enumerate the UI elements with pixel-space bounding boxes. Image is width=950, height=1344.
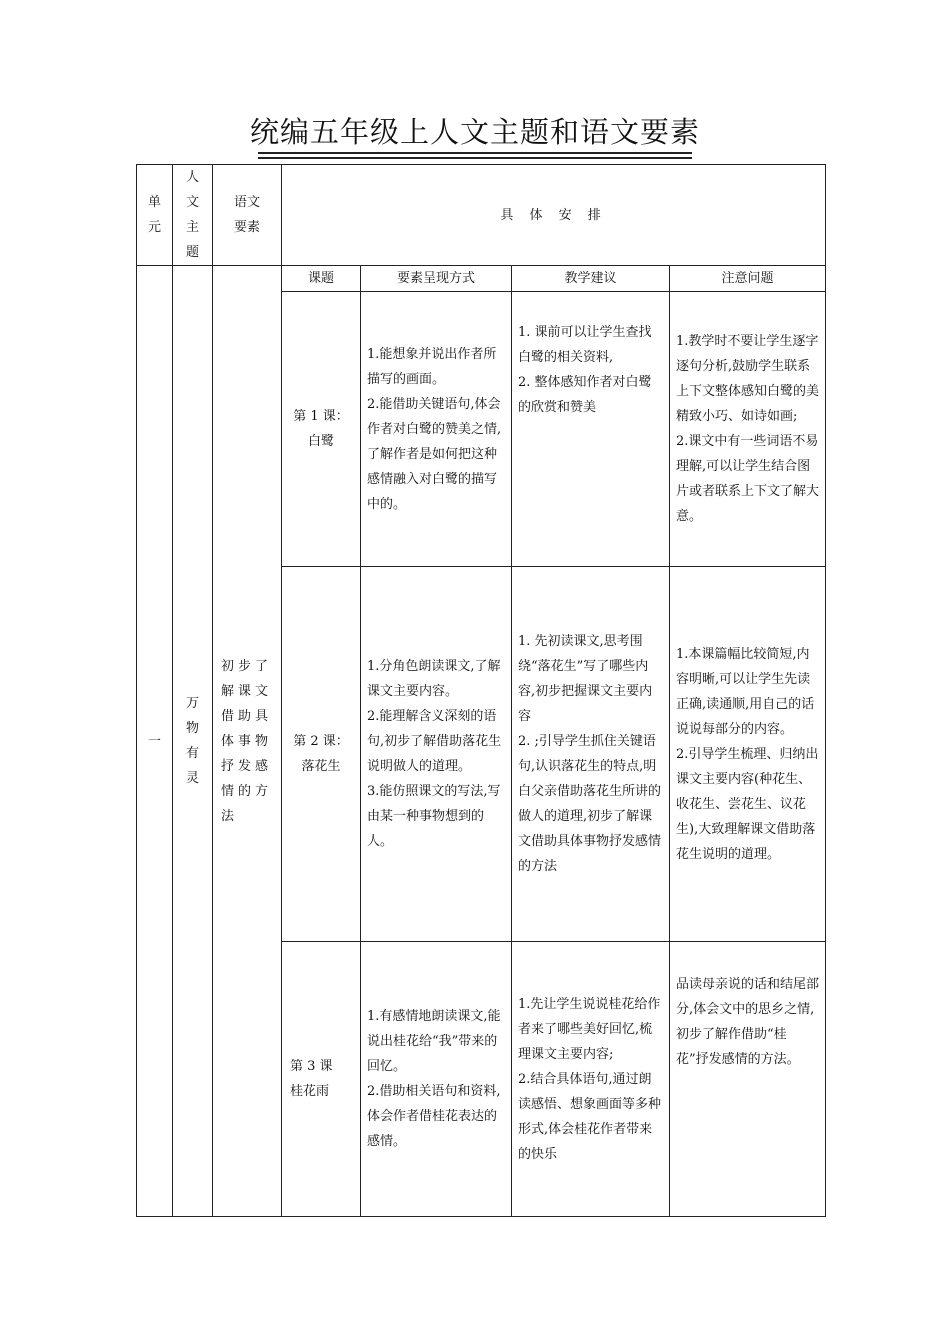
header-theme: 人 文 主 题: [173, 165, 213, 266]
subheader-attention: 注意问题: [670, 266, 826, 292]
lesson-attention: 品读母亲说的话和结尾部分,体会文中的思乡之情,初步了解作借助“桂花”抒发感情的方法。: [670, 942, 826, 1217]
subheader-suggestion: 教学建议: [512, 266, 670, 292]
header-arrangement: 具 体 安 排: [282, 165, 826, 266]
lesson-suggestion: 1. 先初读课文,思考围绕“落花生”写了哪些内容,初步把握课文主要内容 2. ;引导学生抓住关键语句,认识落花生的特点,明白父亲借助落花生所讲的做人的道理,初步了解课文借助具体事物抒发感情的方法: [512, 567, 670, 942]
subheader-presentation: 要素呈现方式: [361, 266, 512, 292]
lesson-name: 第 3 课 桂花雨: [282, 942, 361, 1217]
lesson-name: 第 1 课： 白鹭: [282, 292, 361, 567]
curriculum-table: [136, 164, 826, 1217]
title-underline-bottom: [258, 157, 692, 159]
unit-element: 初步了解课文借助具体事物抒发感情的方法: [213, 266, 282, 1217]
unit-number: 一: [137, 266, 173, 1217]
page-title: 统编五年级上人文主题和语文要素: [249, 115, 700, 149]
lesson-presentation: 1.有感情地朗读课文,能说出桂花给“我”带来的回忆。 2.借助相关语句和资料,体会作者借桂花表达的感情。: [361, 942, 512, 1217]
lesson-presentation: 1.能想象并说出作者所描写的画面。 2.能借助关键语句,体会作者对白鹭的赞美之情,了解作者是如何把这种感情融入对白鹭的描写中的。: [361, 292, 512, 567]
header-unit: 单 元: [137, 165, 173, 266]
lesson-attention: 1.本课篇幅比较简短,内容明晰,可以让学生先读正确,读通顺,用自己的话说说每部分的内容。 2.引导学生梳理、归纳出课文主要内容(种花生、收花生、尝花生、议花生),大致理解课文借助落花生说明的道理。: [670, 567, 826, 942]
lesson-name: 第 2 课： 落花生: [282, 567, 361, 942]
subheader-row: [137, 266, 826, 292]
title-underline-top: [258, 152, 692, 154]
header-element: 语文 要素: [213, 165, 282, 266]
subheader-lesson: 课题: [282, 266, 361, 292]
lesson-suggestion: 1. 课前可以让学生查找白鹭的相关资料, 2. 整体感知作者对白鹭的欣赏和赞美: [512, 292, 670, 567]
header-row: [137, 165, 826, 266]
lesson-attention: 1.教学时不要让学生逐字逐句分析,鼓励学生联系上下文整体感知白鹭的美精致小巧、如诗如画; 2.课文中有一些词语不易理解,可以让学生结合图片或者联系上下文了解大意。: [670, 292, 826, 567]
lesson-presentation: 1.分角色朗读课文,了解课文主要内容。 2.能理解含义深刻的语句,初步了解借助落花生说明做人的道理。 3.能仿照课文的写法,写由某一种事物想到的人。: [361, 567, 512, 942]
unit-theme: 万 物 有 灵: [173, 266, 213, 1217]
lesson-suggestion: 1.先让学生说说桂花给作者来了哪些美好回忆,梳理课文主要内容; 2.结合具体语句,通过朗读感悟、想象画面等多种形式,体会桂花作者带来的快乐: [512, 942, 670, 1217]
